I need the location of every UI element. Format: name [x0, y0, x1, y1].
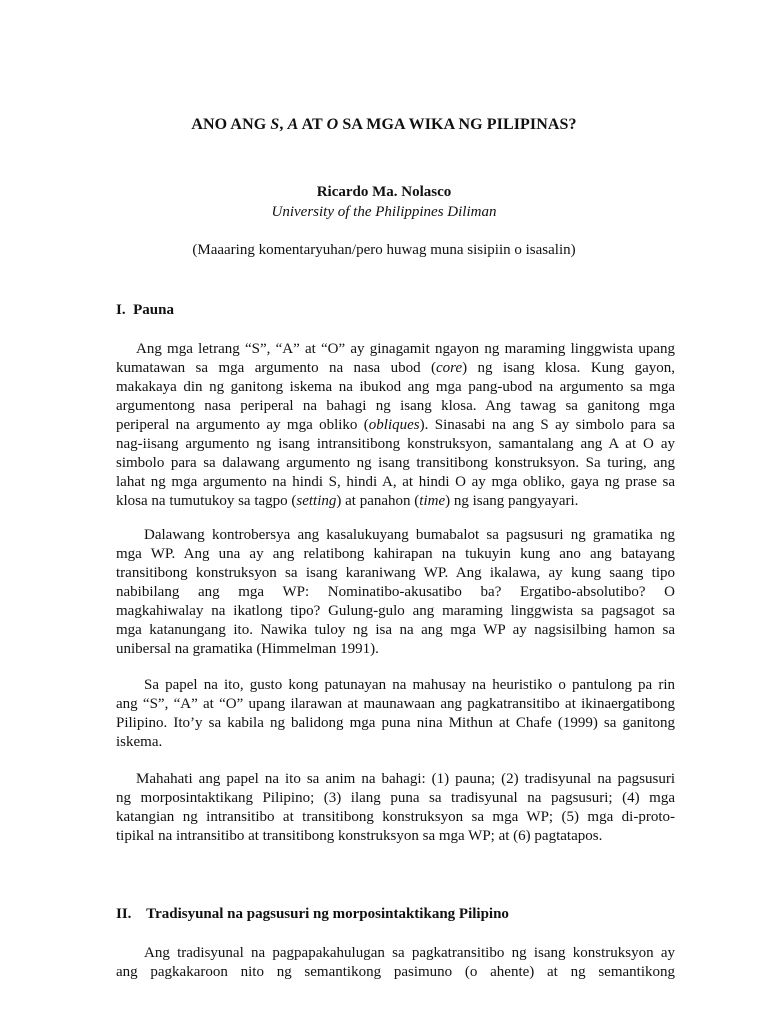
paragraph-line: Ang mga letrang “S”, “A” at “O” ay ginagamit ngayon ng maraming linggwista upang — [136, 341, 675, 357]
paragraph-line: Dalawang kontrobersya ang kasalukuyang bumabalot sa pagsusuri ng gramatika ng — [144, 527, 675, 543]
paragraph-line: Sa papel na ito, gusto kong patunayan na mahusay na heuristiko o pantulong pa rin — [144, 677, 675, 693]
paragraph-line: simbolo para sa dalawang argumento ng isang transitibong konstruksyon. Sa turing, ang — [116, 455, 675, 471]
paragraph-line: mga katanungang ito. Nawika tuloy ng isa na ang mga WP ay nagsisilbing hamon sa — [116, 622, 675, 638]
paragraph-line: ng morposintaktikang Pilipino; (3) ilang puna sa tradisyunal na pagsusuri; (4) mga — [116, 790, 675, 806]
paragraph-line: Mahahati ang papel na ito sa anim na bahagi: (1) pauna; (2) tradisyunal na pagsusuri — [136, 771, 675, 787]
paragraph-line: ang “S”, “A” at “O” upang ilarawan at maunawaan ang pagkatransitibo at ikinaergatibong — [116, 696, 675, 712]
paragraph-line: Pilipino. Ito’y sa kabila ng balidong mga puna nina Mithun at Chafe (1999) sa ganitong — [116, 715, 675, 731]
paragraph-line: nabibilang ang mga WP: Nominatibo-akusatibo ba? Ergatibo-absolutibo? O — [116, 584, 675, 600]
section-heading-2: II. Tradisyunal na pagsusuri ng morposintaktikang Pilipino — [116, 906, 509, 922]
paragraph-line: periperal na argumento ay mga obliko (obliques). Sinasabi na ang S ay simbolo para sa — [116, 417, 675, 433]
usage-notice: (Maaaring komentaryuhan/pero huwag muna sisipiin o isasalin) — [192, 242, 576, 258]
paper-title: ANO ANG S, A AT O SA MGA WIKA NG PILIPINAS? — [191, 116, 577, 133]
paragraph-line: magkahiwalay na ikatlong tipo? Gulung-gulo ang maraming linggwista sa pagsagot sa — [116, 603, 675, 619]
paragraph-line: unibersal na gramatika (Himmelman 1991). — [116, 641, 379, 657]
paragraph-line: transitibong konstruksyon sa isang karaniwang WP. Ang ikalawa, ay kung saang tipo — [116, 565, 675, 581]
paragraph-line: kumatawan sa mga argumento na nasa ubod (core) ng isang klosa. Kung gayon, — [116, 360, 675, 376]
paragraph-line: makakaya din ng ganitong iskema na ibukod ang mga pang-ubod na argumento sa mga — [116, 379, 675, 395]
author-name: Ricardo Ma. Nolasco — [316, 184, 452, 200]
paragraph-2 — [116, 526, 675, 659]
paragraph-3 — [116, 676, 675, 752]
paragraph-line: iskema. — [116, 734, 163, 750]
paragraph-5 — [116, 944, 675, 982]
paragraph-line: katangian ng intransitibo at transitibong konstruksyon sa mga WP; (5) mga di-proto- — [116, 809, 675, 825]
section-heading-1: I. Pauna — [116, 302, 174, 318]
paragraph-4 — [116, 770, 675, 846]
paragraph-line: argumentong nasa periperal na bahagi ng isang klosa. Ang tawag sa ganitong mga — [116, 398, 675, 414]
paragraph-line: nag-iisang argumento ng isang intransitibong konstruksyon, samantalang ang A at O ay — [116, 436, 675, 452]
paragraph-line: tipikal na intransitibo at transitibong konstruksyon sa mga WP; at (6) pagtatapos. — [116, 828, 603, 844]
paragraph-line: ang pagkakaroon nito ng semantikong pasimuno (o ahente) at ng semantikong — [116, 964, 675, 980]
paragraph-line: mga WP. Ang una ay ang relatibong kahirapan na tukuyin kung ano ang batayang — [116, 546, 675, 562]
paragraph-line: klosa na tumutukoy sa tagpo (setting) at panahon (time) ng isang pangyayari. — [116, 493, 579, 509]
author-affiliation: University of the Philippines Diliman — [271, 204, 497, 220]
paragraph-line: Ang tradisyunal na pagpapakahulugan sa pagkatransitibo ng isang konstruksyon ay — [144, 945, 675, 961]
paragraph-line: lahat ng mga argumento na hindi S, hindi A, at hindi O ay mga obliko, gaya ng prase sa — [116, 474, 675, 490]
paragraph-1 — [116, 340, 675, 511]
